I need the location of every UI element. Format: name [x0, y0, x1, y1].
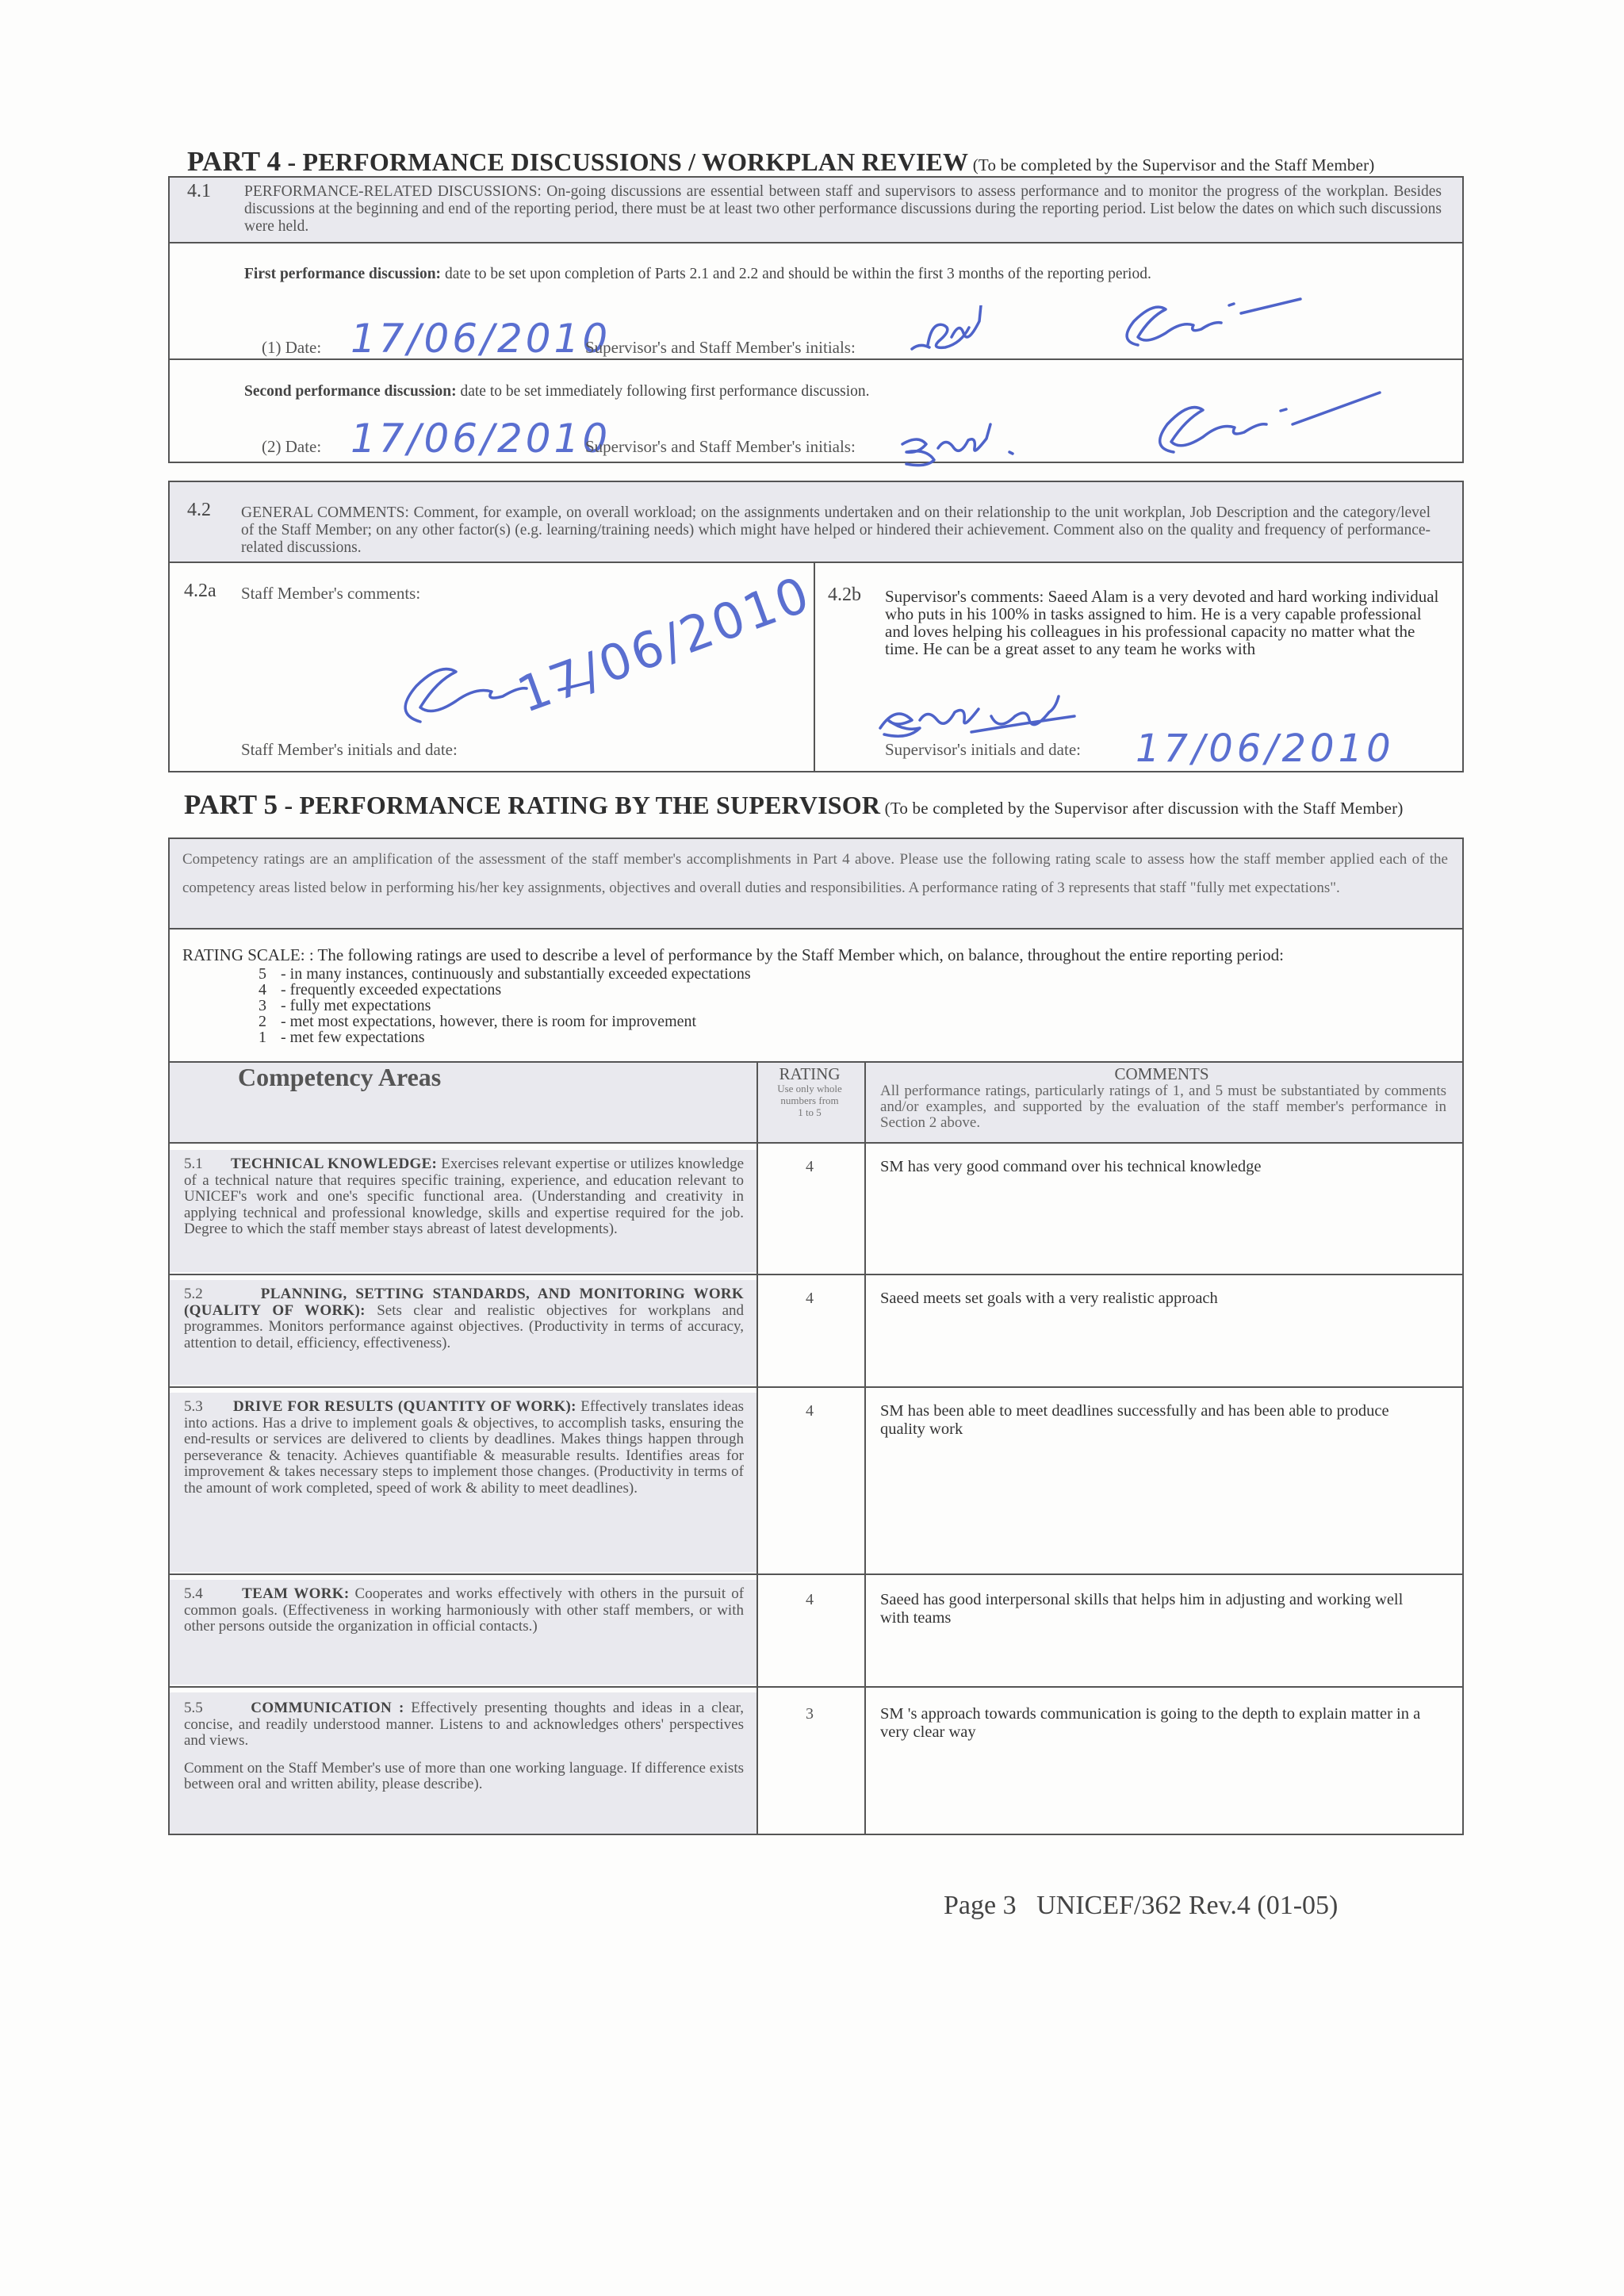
rating-value[interactable]: 4 [806, 1290, 814, 1307]
rating-header: RATING [779, 1064, 841, 1083]
supervisor-initials-date-label: Supervisor's initials and date: [885, 740, 1081, 759]
part5-intro: Competency ratings are an amplification of the assessment of the staff member's accomplishments in Part 4 above. Please use the following rating scale to assess how the staff member applied each of the competency areas listed below in performing his/her key assignments, objectives and overall duties and responsibilities. A performance rating of 3 represents that staff "fully met expectations". [182, 851, 1448, 896]
first-date-value[interactable]: 17/06/2010 [350, 316, 611, 362]
divider [168, 1274, 1464, 1275]
section-number: 4.1 [187, 181, 211, 201]
supervisor-comments: Supervisor's comments: Saeed Alam is a very devoted and hard working individual who puts in his 100% in tasks assigned to him. He is a very capable professional and loves helping his colleagues in his professional capacity no matter what the time. He can be a great asset to any team he works with [885, 587, 1439, 658]
second-date-value[interactable]: 17/06/2010 [350, 416, 611, 462]
divider [168, 928, 1464, 930]
second-discussion-instruction: Second performance discussion: date to be set immediately following first performance discussion. [244, 383, 870, 400]
staff-comments-label: Staff Member's comments: [241, 584, 421, 603]
part4-title: PART 4 - PERFORMANCE DISCUSSIONS / WORKPLAN REVIEW (To be completed by the Supervisor and the Staff Member) [187, 146, 1375, 177]
divider [168, 242, 1464, 243]
divider [168, 1573, 1464, 1575]
section-4-2-text: GENERAL COMMENTS: Comment, for example, on overall workload; on the assignments undertaken and on their relationship to the unit workplan, Job Description and the category/level of the Staff Member; on any other factor(s) (e.g. learning/training needs) which might have helped or hindered their achievement. Comment also on the quality and frequency of performance-related discussions. [241, 504, 1431, 556]
section-number: 4.2a [184, 581, 216, 601]
rating-value[interactable]: 4 [806, 1402, 814, 1420]
rating-scale-item: 1 - met few expectations [259, 1029, 425, 1046]
rating-value[interactable]: 4 [806, 1591, 814, 1608]
staff-initials-signature [1110, 289, 1316, 369]
rating-comment: Saeed meets set goals with a very realistic approach [880, 1290, 1218, 1307]
rating-scale-item: 3 - fully met expectations [259, 997, 431, 1014]
competency-5-1: 5.1 TECHNICAL KNOWLEDGE: Exercises relevant expertise or utilizes knowledge of a technical nature that requires specific training, experience, and education relevant to UNICEF's work and one's specific functional area. (Understanding and creativity in applying technical and professional knowledge, skills and expertise required for the job. Degree to which the staff member stays abreast of latest developments). [184, 1156, 745, 1237]
rating-scale-title: RATING SCALE: : The following ratings are used to describe a level of performance by the Staff Member which, on balance, throughout the entire reporting period: [182, 945, 1284, 964]
divider [814, 562, 815, 772]
comments-header: COMMENTS [1114, 1064, 1209, 1083]
section-4-1-text: PERFORMANCE-RELATED DISCUSSIONS: On-going discussions are essential between staff and supervisors to assess performance and to monitor the progress of the workplan. Besides discussions at the beginning and end of the reporting period, there must be at least two other performance discussions during the reporting period. List below the dates on which such discussions were held. [244, 183, 1442, 235]
rating-comment: SM has very good command over his technical knowledge [880, 1158, 1262, 1175]
rating-scale-item: 5 - in many instances, continuously and substantially exceeded expectations [259, 965, 751, 983]
divider [168, 1142, 1464, 1144]
divider [168, 1386, 1464, 1388]
rating-comment: SM 's approach towards communication is going to the depth to explain matter in a very clear way [880, 1705, 1421, 1741]
first-discussion-instruction: First performance discussion: date to be set upon completion of Parts 2.1 and 2.2 and should be within the first 3 months of the reporting period. [244, 266, 1151, 282]
page-footer: Page 3 UNICEF/362 Rev.4 (01-05) [944, 1891, 1339, 1920]
rating-scale-item: 4 - frequently exceeded expectations [259, 981, 502, 999]
rating-comment: SM has been able to meet deadlines successfully and has been able to produce quality work [880, 1402, 1389, 1438]
part5-title: PART 5 - PERFORMANCE RATING BY THE SUPERVISOR (To be completed by the Supervisor after discussion with the Staff Member) [184, 789, 1404, 820]
competency-5-4: 5.4 TEAM WORK: Cooperates and works effectively with others in the pursuit of common goals. (Effectiveness in working harmoniously with other staff members, or with other persons outside the organization in official contacts.) [184, 1585, 745, 1635]
rating-scale-item: 2 - met most expectations, however, there is room for improvement [259, 1013, 697, 1030]
second-initials-label: Supervisor's and Staff Member's initials: [585, 437, 856, 456]
divider [168, 358, 1464, 360]
rating-comment: Saeed has good interpersonal skills that helps him in adjusting and working well with teams [880, 1591, 1404, 1627]
rating-value[interactable]: 3 [806, 1705, 814, 1723]
first-initials-label: Supervisor's and Staff Member's initials: [585, 338, 856, 357]
table-bottom-edge [167, 1835, 1467, 1840]
section-number: 4.2b [828, 585, 861, 605]
divider [168, 1686, 1464, 1688]
section-number: 4.2 [187, 500, 211, 520]
comments-header-note: All performance ratings, particularly ratings of 1, and 5 must be substantiated by comments and/or examples, and supported by the evaluation of the staff member's performance in Section 2 above. [880, 1083, 1446, 1131]
rating-value[interactable]: 4 [806, 1158, 814, 1175]
competency-5-3: 5.3 DRIVE FOR RESULTS (QUANTITY OF WORK): Effectively translates ideas into actions. Has a drive to implement goals & objectives, to accomplish tasks, ensuring the end-results or services are delivered to clients by deadlines. Makes things happen through perseverance & tenacity. Achieves quantifiable & measurable results. Identifies areas for improvement & takes necessary steps to implement those changes. (Productivity in terms of the amount of work completed, speed of work & ability to meet deadlines). [184, 1398, 745, 1497]
rating-header-note: Use only whole numbers from 1 to 5 [777, 1083, 842, 1118]
second-date-label: (2) Date: [262, 437, 322, 456]
first-date-label: (1) Date: [262, 338, 322, 357]
staff-initials-signature [1142, 389, 1396, 476]
staff-signature-date[interactable]: 17/06/2010 [510, 564, 818, 724]
competency-5-2: 5.2 PLANNING, SETTING STANDARDS, AND MONITORING WORK (QUALITY OF WORK): Sets clear and realistic objectives for workplans and programmes. Monitors performance against objectives. (Productivity in terms of accuracy, attention to detail, efficiency, effectiveness). [184, 1286, 745, 1351]
supervisor-signature-date[interactable]: 17/06/2010 [1136, 726, 1395, 771]
rating-scale-list [259, 966, 751, 1045]
competency-5-5-extra: Comment on the Staff Member's use of more than one working language. If difference exists between oral and written ability, please describe). [184, 1759, 744, 1792]
staff-initials-date-label: Staff Member's initials and date: [241, 740, 458, 759]
supervisor-initials-signature [894, 416, 1037, 472]
competency-areas-header: Competency Areas [238, 1063, 442, 1091]
divider [864, 1061, 866, 1835]
divider [168, 562, 1464, 563]
competency-5-5: 5.5 COMMUNICATION : Effectively presenting thoughts and ideas in a clear, concise, and readily understood manner. Listens to and acknowledges others' perspectives and views. Comment on the Staff Member's use of more than one working language. If difference exists between oral and written ability, please describe). [184, 1700, 745, 1792]
